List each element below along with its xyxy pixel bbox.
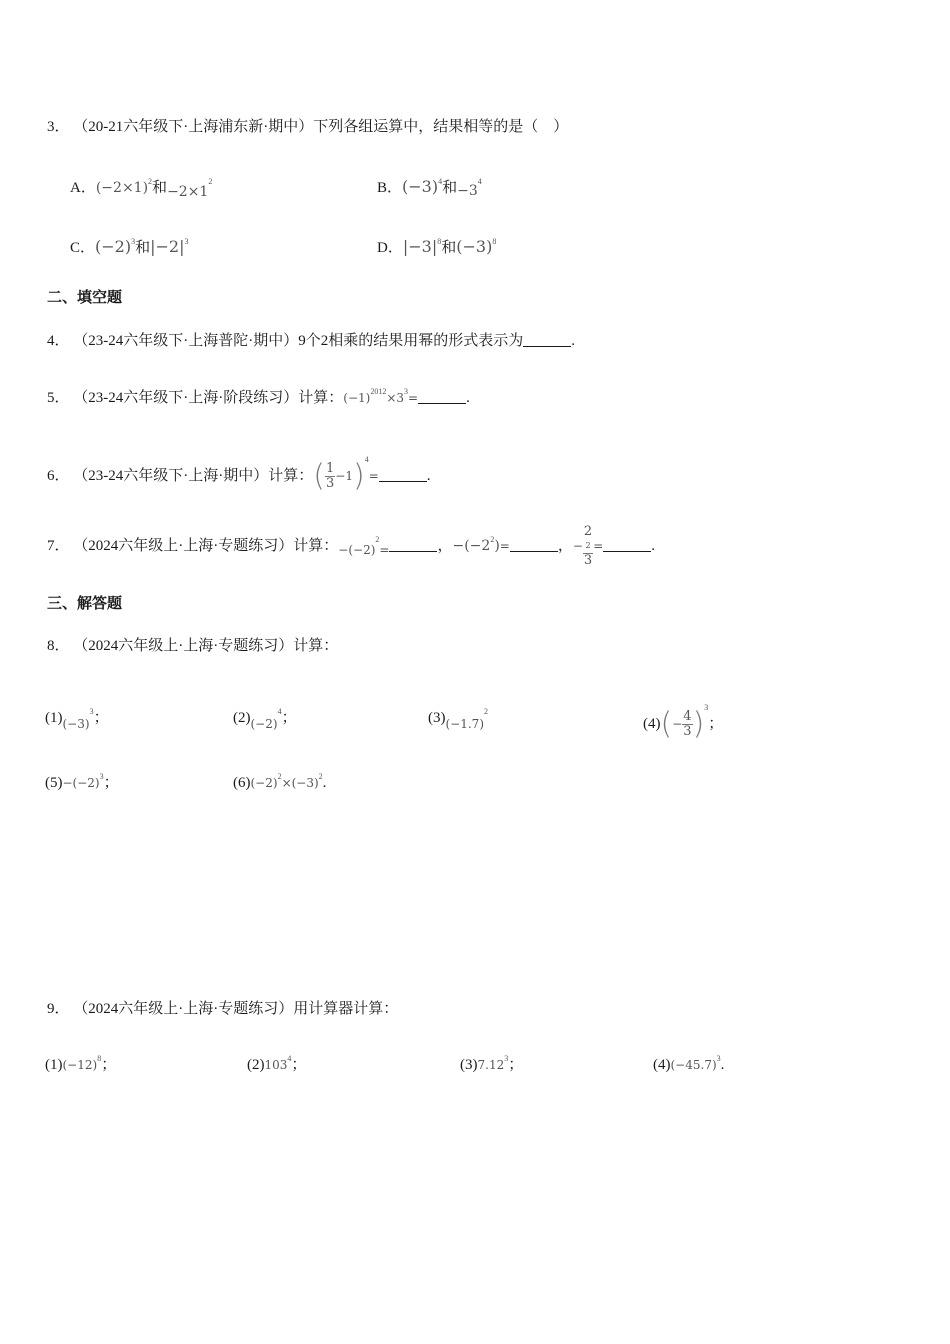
item-label: (4) xyxy=(653,1057,671,1073)
math-expr: (−45.7) xyxy=(670,1058,717,1072)
and-text: 和 xyxy=(152,180,168,196)
answer-blank[interactable] xyxy=(379,467,427,482)
math-exponent: 8 xyxy=(437,237,442,246)
q9-item-2 xyxy=(247,1048,306,1076)
question-7 xyxy=(47,522,655,568)
math-exponent: 3 xyxy=(184,237,189,246)
q3-option-a xyxy=(70,171,212,203)
question-4 xyxy=(47,330,575,352)
q8-item-6 xyxy=(233,766,326,794)
math-expr: (−2) xyxy=(250,717,278,731)
item-label: (2) xyxy=(247,1057,265,1073)
denominator: 3 xyxy=(326,476,335,492)
q9-item-1 xyxy=(45,1048,116,1076)
q7-number: 7． xyxy=(47,538,70,554)
q4-number: 4． xyxy=(47,333,70,349)
right-paren: ) xyxy=(692,706,705,742)
period: . xyxy=(651,538,656,554)
period: . xyxy=(466,390,470,406)
math-expr: (−3) xyxy=(456,237,493,256)
q3-option-b xyxy=(377,171,482,202)
q8-number: 8． xyxy=(47,638,70,654)
equals-sign: = xyxy=(379,543,390,557)
numerator: 4 xyxy=(683,709,692,725)
fraction xyxy=(682,710,692,739)
math-expr: −(−2) xyxy=(338,543,376,557)
equals-sign: = xyxy=(408,391,419,405)
semicolon: ； xyxy=(708,716,724,732)
q3-option-c xyxy=(70,231,188,259)
period: . xyxy=(426,468,431,484)
q3-source: （20-21六年级下·上海浦东新·期中） xyxy=(73,119,314,135)
q5-text: 计算： xyxy=(298,390,344,406)
question-9 xyxy=(47,998,398,1020)
math-exponent: 2 xyxy=(585,541,591,551)
q7-source: （2024六年级上·上海·专题练习） xyxy=(73,538,294,554)
q5-source: （23-24六年级下·上海·阶段练习） xyxy=(73,390,299,406)
math-exponent: 3 xyxy=(99,772,104,781)
denominator: 3 xyxy=(683,724,692,740)
minus-sign: − xyxy=(672,717,683,731)
math-expr: ×(−3) xyxy=(281,776,319,790)
math-expr: 103 xyxy=(264,1058,288,1072)
semicolon: ； xyxy=(103,775,119,791)
q8-item-5 xyxy=(45,766,119,794)
math-exponent: 4 xyxy=(287,1054,292,1063)
q3-number: 3． xyxy=(47,119,70,135)
equals-sign: = xyxy=(368,469,379,483)
math-exponent: 8 xyxy=(492,237,497,246)
option-label: D． xyxy=(377,240,403,256)
math-exponent: 3 xyxy=(716,1054,721,1063)
math-exponent: 3 xyxy=(131,237,136,246)
denominator: 3 xyxy=(583,553,593,569)
math-expr: (−3) xyxy=(402,177,439,196)
q8-text: 计算： xyxy=(293,638,339,654)
q6-source: （23-24六年级下·上海·期中） xyxy=(73,468,269,484)
q9-item-3 xyxy=(460,1048,523,1076)
math-exponent: 2 xyxy=(277,772,282,781)
period: . xyxy=(322,775,327,791)
math-exponent: 2 xyxy=(148,177,153,186)
math-expr: |−2| xyxy=(150,237,185,256)
q6-text: 计算： xyxy=(268,468,314,484)
left-paren: ( xyxy=(660,706,673,742)
math-expr: −(−2) xyxy=(62,776,100,790)
math-expr: (−12) xyxy=(62,1058,98,1072)
math-exponent: 4 xyxy=(364,455,369,464)
and-text: 和 xyxy=(135,240,151,256)
option-label: A． xyxy=(70,180,96,196)
math-exponent: 2 xyxy=(490,535,495,544)
math-exponent: 2 xyxy=(484,707,489,716)
math-expr: (−2×1) xyxy=(95,180,149,196)
and-text: 和 xyxy=(442,180,458,196)
math-expr: |−3| xyxy=(402,237,438,256)
q4-source: （23-24六年级下·上海普陀·期中） xyxy=(73,333,299,349)
math-expr: −3 xyxy=(457,183,478,199)
period: . xyxy=(720,1057,725,1073)
math-exponent: 3 xyxy=(404,387,409,396)
q3-option-d xyxy=(377,231,496,259)
item-label: (3) xyxy=(460,1057,478,1073)
section-solve: 三、解答题 xyxy=(47,596,123,612)
math-expr: −2×1 xyxy=(167,184,209,200)
q9-number: 9． xyxy=(47,1001,70,1017)
math-expr: −1 xyxy=(335,469,353,483)
math-expr: (−1.7) xyxy=(445,717,485,731)
item-label: (1) xyxy=(45,710,63,726)
question-5 xyxy=(47,381,470,409)
equals-sign: = xyxy=(593,539,604,553)
answer-blank[interactable] xyxy=(523,332,571,347)
comma: ， xyxy=(557,538,573,554)
q5-number: 5． xyxy=(47,390,70,406)
math-exponent: 8 xyxy=(97,1054,102,1063)
q8-item-4 xyxy=(643,690,723,743)
item-label: (2) xyxy=(233,710,251,726)
q8-item-2 xyxy=(233,701,297,735)
and-text: 和 xyxy=(441,240,457,256)
math-exponent: 2 xyxy=(208,177,213,186)
numerator: 1 xyxy=(326,461,335,477)
math-exponent: 3 xyxy=(704,703,709,712)
item-label: (4) xyxy=(643,716,661,732)
item-label: (5) xyxy=(45,775,63,791)
math-expr: ) xyxy=(494,538,500,554)
q8-item-3 xyxy=(428,701,488,735)
math-exponent: 3 xyxy=(89,707,94,716)
right-paren: ) xyxy=(352,458,365,494)
math-exponent: 4 xyxy=(438,177,443,186)
answer-blank[interactable] xyxy=(418,389,466,404)
q9-item-4 xyxy=(653,1048,724,1076)
math-exponent: 4 xyxy=(477,177,482,186)
semicolon: ； xyxy=(93,710,109,726)
q9-source: （2024六年级上·上海·专题练习） xyxy=(73,1001,294,1017)
math-expr: (−1) xyxy=(343,391,371,405)
left-paren: ( xyxy=(313,458,325,494)
q7-text: 计算： xyxy=(293,538,339,554)
semicolon: ； xyxy=(291,1057,307,1073)
numerator-base: 2 xyxy=(583,524,593,540)
math-expr: (−3) xyxy=(62,717,90,731)
math-expr: 7.12 xyxy=(477,1058,505,1072)
math-exponent: 3 xyxy=(504,1054,509,1063)
section-fill-in: 二、填空题 xyxy=(47,290,123,306)
semicolon: ； xyxy=(101,1057,117,1073)
math-expr: (−2) xyxy=(95,237,132,256)
question-8 xyxy=(47,635,338,657)
option-label: B． xyxy=(377,180,403,196)
item-label: (1) xyxy=(45,1057,63,1073)
answer-blank-1[interactable] xyxy=(389,537,437,552)
semicolon: ； xyxy=(281,710,297,726)
answer-blank-3[interactable] xyxy=(603,537,651,552)
item-label: (6) xyxy=(233,775,251,791)
equals-sign: = xyxy=(499,539,510,553)
q3-text: 下列各组运算中，结果相等的是（ ） xyxy=(313,119,569,135)
minus-sign: − xyxy=(572,539,583,553)
q6-number: 6． xyxy=(47,468,70,484)
math-exponent: 2 xyxy=(318,772,323,781)
math-expr: ×3 xyxy=(386,391,405,405)
comma: ， xyxy=(437,538,453,554)
numerator xyxy=(583,525,593,554)
q8-item-1 xyxy=(45,701,109,735)
period: . xyxy=(571,333,576,349)
question-3 xyxy=(47,116,568,138)
math-exponent: 2012 xyxy=(370,387,387,396)
math-expr: −(−2 xyxy=(452,538,491,554)
math-expr: (−2) xyxy=(250,776,278,790)
math-exponent: 2 xyxy=(375,535,380,544)
item-label: (3) xyxy=(428,710,446,726)
math-exponent: 4 xyxy=(277,707,282,716)
option-label: C． xyxy=(70,240,96,256)
fraction xyxy=(583,525,593,568)
q8-source: （2024六年级上·上海·专题练习） xyxy=(73,638,294,654)
q4-text: 9个2相乘的结果用幂的形式表示为 xyxy=(298,333,524,349)
q9-text: 用计算器计算： xyxy=(293,1001,399,1017)
semicolon: ； xyxy=(508,1057,524,1073)
question-6 xyxy=(47,442,431,495)
answer-blank-2[interactable] xyxy=(510,537,558,552)
fraction xyxy=(325,462,335,491)
